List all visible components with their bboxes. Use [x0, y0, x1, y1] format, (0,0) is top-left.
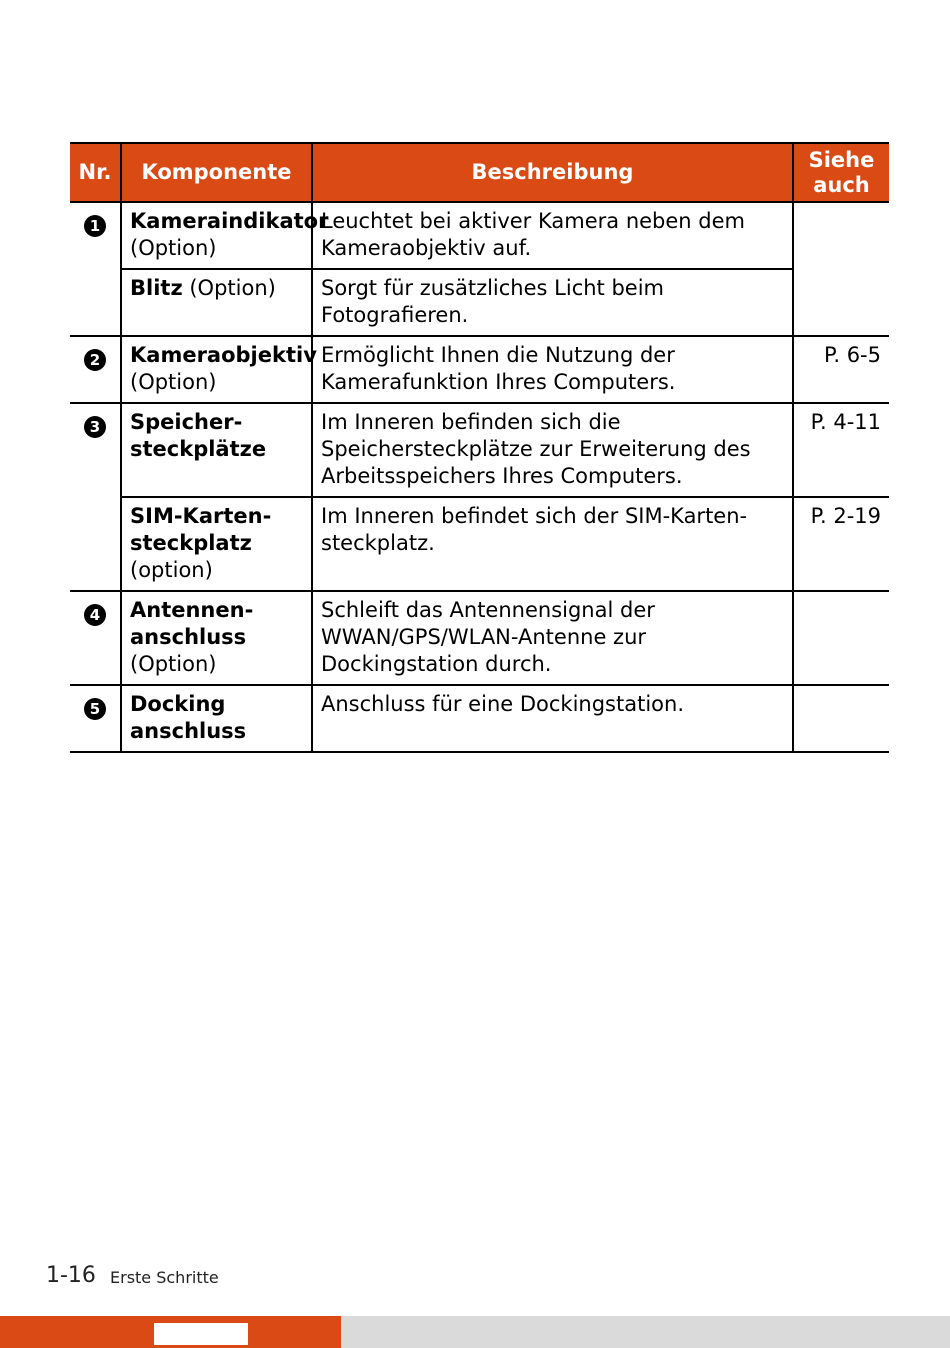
- component-note: (Option): [130, 370, 217, 394]
- reference-cell: [793, 591, 889, 685]
- description-line: Ermöglicht Ihnen die Nutzung der: [321, 343, 675, 367]
- description-cell: [312, 202, 793, 269]
- description-cell: [312, 591, 793, 685]
- description-line: Schleift das Antennensignal der: [321, 598, 655, 622]
- component-note: (Option): [189, 276, 276, 300]
- description-line: Sorgt für zusätzliches Licht beim: [321, 276, 664, 300]
- table-header-row: [70, 143, 889, 202]
- component-name: anschluss: [130, 625, 247, 649]
- header-see-also-line1: Siehe: [808, 147, 875, 172]
- description-cell: [312, 336, 793, 403]
- header-component: Komponente: [121, 143, 312, 202]
- number-cell: [70, 591, 121, 685]
- description-line: Im Inneren befindet sich der SIM-Karten-: [321, 504, 748, 528]
- description-line: WWAN/GPS/WLAN-Antenne zur: [321, 625, 647, 649]
- header-see-also-line2: auch: [813, 172, 870, 197]
- table-row: [70, 202, 889, 269]
- component-note: (Option): [130, 652, 217, 676]
- description-line: steckplatz.: [321, 531, 435, 555]
- component-name: anschluss: [130, 719, 247, 743]
- description-cell: [312, 685, 793, 752]
- header-description: Beschreibung: [312, 143, 793, 202]
- component-cell: [121, 685, 312, 752]
- component-name: Blitz: [130, 276, 183, 300]
- number-cell: [70, 202, 121, 336]
- description-line: Kamerafunktion Ihres Computers.: [321, 370, 676, 394]
- reference-cell: [793, 685, 889, 752]
- component-name: Speicher-: [130, 410, 243, 434]
- reference-cell: [793, 202, 889, 336]
- section-title: Erste Schritte: [110, 1268, 219, 1287]
- component-note: (Option): [130, 236, 217, 260]
- description-line: Anschluss für eine Dockingstation.: [321, 692, 684, 716]
- header-nr: Nr.: [70, 143, 121, 202]
- description-line: Im Inneren befinden sich die: [321, 410, 621, 434]
- component-note: (option): [130, 558, 213, 582]
- description-cell: [312, 497, 793, 591]
- description-cell: [312, 269, 793, 336]
- description-line: Speichersteckplätze zur Erweiterung des: [321, 437, 751, 461]
- description-line: Fotografieren.: [321, 303, 469, 327]
- number-2-icon: 2: [84, 349, 106, 371]
- number-cell: [70, 336, 121, 403]
- number-1-icon: 1: [84, 215, 106, 237]
- description-cell: [312, 403, 793, 497]
- reference-cell: P. 4-11: [793, 403, 889, 497]
- number-5-icon: 5: [84, 698, 106, 720]
- footer-grey-bar: [341, 1316, 950, 1348]
- number-cell: [70, 403, 121, 591]
- description-line: Dockingstation durch.: [321, 652, 552, 676]
- number-4-icon: 4: [84, 604, 106, 626]
- description-line: Arbeitsspeichers Ihres Computers.: [321, 464, 683, 488]
- number-3-icon: 3: [84, 416, 106, 438]
- table-row: [70, 403, 889, 497]
- description-line: Leuchtet bei aktiver Kamera neben dem: [321, 209, 745, 233]
- component-cell: [121, 403, 312, 497]
- number-cell: [70, 685, 121, 752]
- reference-cell: P. 6-5: [793, 336, 889, 403]
- page-number: 1-16: [46, 1263, 96, 1288]
- description-line: Kameraobjektiv auf.: [321, 236, 532, 260]
- component-cell: [121, 202, 329, 269]
- component-name: Kameraindikator: [130, 209, 329, 233]
- component-cell: [121, 497, 312, 591]
- table-row: [70, 685, 889, 752]
- header-see-also: [793, 143, 889, 202]
- footer-bar-highlight: [154, 1323, 248, 1345]
- components-table: [70, 142, 889, 753]
- component-name: steckplätze: [130, 437, 267, 461]
- table-row: [70, 591, 889, 685]
- reference-cell: P. 2-19: [793, 497, 889, 591]
- table-row: [70, 497, 889, 591]
- component-name: steckplatz: [130, 531, 252, 555]
- component-cell: [121, 269, 312, 336]
- component-cell: [121, 591, 312, 685]
- component-name: Kameraobjektiv: [130, 343, 317, 367]
- component-name: SIM-Karten-: [130, 504, 272, 528]
- table-row: [70, 269, 889, 336]
- component-name: Docking: [130, 692, 226, 716]
- component-cell: [121, 336, 317, 403]
- table-row: [70, 336, 889, 403]
- component-name: Antennen-: [130, 598, 254, 622]
